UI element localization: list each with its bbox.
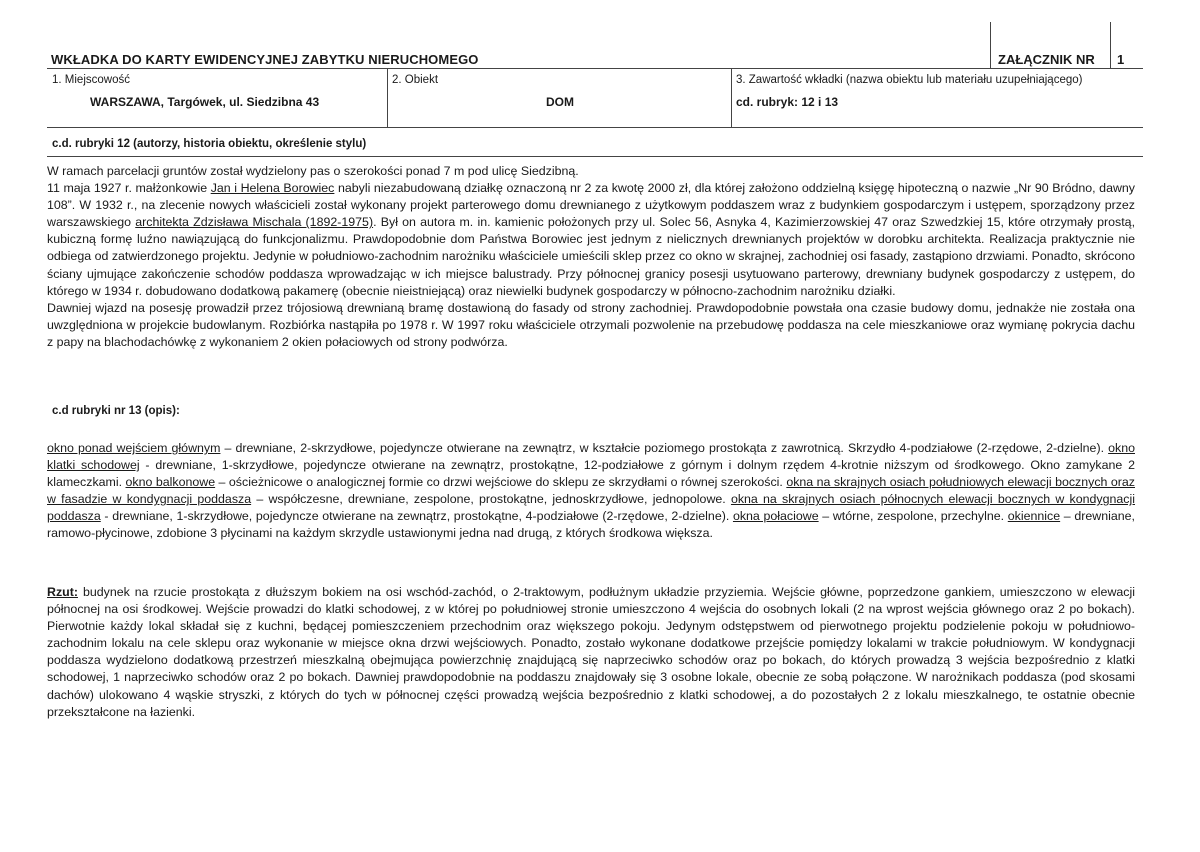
section-rule <box>47 156 1143 157</box>
term-staircase-window: okno klatki schodowej <box>47 441 1135 473</box>
desc-shutters: – drewniane, ramowo-płycinowe, zdobione 3 płycinami na każdym skrzydle ustawionymi jedna nad drugą, z których środkowa większa. <box>47 509 1135 541</box>
desc-staircase-window: - drewniane, 1-skrzydłowe, pojedyncze otwierane na zewnątrz, prostokątne, 12-podziałowe z górnym i dolnym rzędem 4-krotnie niższym od środkowego. Okno zamykane 2 klameczkami. <box>47 458 1135 490</box>
desc-north-attic-windows: - drewniane, 1-skrzydłowe, pojedyncze otwierane na zewnątrz, prostokątne, 4-podziałowe (2-rzędowe, 2-dzielne). <box>100 509 733 524</box>
fields-rule-bottom <box>47 127 1143 128</box>
field-locality-label: 1. Miejscowość <box>52 74 130 86</box>
section12-heading: c.d. rubryki 12 (autorzy, historia obiektu, określenie stylu) <box>52 138 367 150</box>
header-rule-top <box>47 68 1143 69</box>
attachment-number: 1 <box>1117 52 1125 67</box>
term-shutters: okiennice <box>1007 509 1061 524</box>
field-object-label: 2. Obiekt <box>392 74 439 86</box>
field-locality-value: WARSZAWA, Targówek, ul. Siedzibna 43 <box>90 95 320 109</box>
paragraph-plan <box>47 584 1135 721</box>
paragraph-history <box>47 180 1135 300</box>
section13-heading: c.d rubryki nr 13 (opis): <box>52 405 180 417</box>
section12-body <box>47 163 1135 351</box>
field-content-label: 3. Zawartość wkładki (nazwa obiektu lub materiału uzupełniającego) <box>736 74 1083 86</box>
paragraph-windows <box>47 440 1135 543</box>
attachment-label: ZAŁĄCZNIK NR <box>998 52 1095 67</box>
desc-window-above-entrance: – drewniane, 2-skrzydłowe, pojedyncze otwierane na zewnątrz, w kształcie poziomego prostokąta z zawrotnicą. Skrzydło 4-podziałowe (2-rzędowe, 2-dzielne). <box>220 441 1109 455</box>
history-text-b: nabyli niezabudowaną działkę oznaczoną nr 2 za kwotę 2000 zł, dla której założono oddzielną księgę hipoteczną o nazwie „Nr 90 Bródno, dawny 108”. W 1932 r., na zlecenie nowych właścicieli został wykonany projekt parterowego domu drewnianego z użytkowym poddaszem wraz z budynkiem gospodarczym i ustępem, sporządzony przez warszawskiego <box>47 181 1135 230</box>
term-south-attic-windows: okna na skrajnych osiach południowych elewacji bocznych oraz w fasadzie w kondygnacji poddasza <box>47 475 1135 507</box>
desc-balcony-window: – ościeżnicowe o analogicznej formie co drzwi wejściowe do sklepu ze skrzydłami o równej szerokości. <box>215 475 787 490</box>
field-content-value: cd. rubryk: 12 i 13 <box>736 95 839 109</box>
plan-label: Rzut: <box>47 585 78 599</box>
divider-f2-f3 <box>731 68 732 127</box>
section13-plan <box>47 584 1135 721</box>
architect-name: architekta Zdzisława Mischala (1892-1975) <box>135 215 374 230</box>
paragraph-parcel: W ramach parcelacji gruntów został wydzielony pas o szerokości ponad 7 m pod ulicę Siedzibną. <box>47 164 579 178</box>
divider-attachment-left <box>990 22 991 68</box>
desc-south-attic-windows: – współczesne, drewniane, zespolone, prostokątne, jednoskrzydłowe, jednopolowe. <box>251 492 731 507</box>
term-north-attic-windows: okna na skrajnych osiach północnych elewacji bocznych w kondygnacji poddasza <box>47 492 1135 524</box>
paragraph-gate: Dawniej wjazd na posesję prowadził przez trójosiową drewnianą bramę dostawioną do fasady od strony zachodniej. Prawdopodobnie powstała ona czasie budowy domu, jednakże nie została ona uwzględniona w projekcie budowlanym. Rozbiórka nastąpiła po 1978 r. W 1997 roku właściciele otrzymali pozwolenie na przebudowę poddasza na cele mieszkaniowe oraz wymianę pokrycia dachu z papy na blachodachówkę z wykonaniem 2 okien połaciowych od strony podwórza. <box>47 300 1135 349</box>
section13-windows <box>47 440 1135 543</box>
history-text-a: 11 maja 1927 r. małżonkowie <box>47 181 211 196</box>
term-balcony-window: okno balkonowe <box>125 475 216 490</box>
document-title: WKŁADKA DO KARTY EWIDENCYJNEJ ZABYTKU NIERUCHOMEGO <box>51 52 479 67</box>
desc-roof-windows: – wtórne, zespolone, przechylne. <box>818 509 1008 524</box>
field-object-value: DOM <box>546 95 574 109</box>
history-text-c: . Był on autora m. in. kamienic położonych przy ul. Solec 56, Asnyka 4, Kazimierzowskiej 47 oraz Szwedzkiej 15, które otrzymały prostą, kubiczną formę luźno nawiązującą do funkcjonalizmu. Prawdopodobnie dom Państwa Borowiec jest jednym z nielicznych drewnianych projektów w dorobku architekta. Realizacja praktycznie nie odbiega od zatwierdzonego projektu. Jedynie w południowo-zachodnim narożniku właściciele umieścili sklep przez co okno w skrajnej, zachodniej osi fasady, zastąpiono drzwiami. Ponadto, skrócono ściany ujmujące zakończenie schodów poddasza wprowadzając w ich miejsce balustrady. Przy północnej granicy posesji usytuowano parterowy, drewniany budynek gospodarczy z ustępem, do którego w 1934 r. dobudowano dodatkową pakamerę (obecnie nieistniejącą) oraz niewielki budynek gospodarczy w północno-zachodnim narożniku działki. <box>47 215 1136 298</box>
divider-f1-f2 <box>387 68 388 127</box>
term-roof-windows: okna połaciowe <box>732 509 819 524</box>
term-window-above-entrance: okno ponad wejściem głównym <box>47 441 221 455</box>
owners-name: Jan i Helena Borowiec <box>210 181 335 196</box>
plan-text: budynek na rzucie prostokąta z dłuższym bokiem na osi wschód-zachód, o 2-traktowym, podłużnym układzie przyziemia. Wejście główne, poprzedzone gankiem, umieszczono w elewacji północnej na osi środkowej. Wejście prowadzi do klatki schodowej, z w której po południowej stronie umieszczono 4 wejścia do osobnych lokali (2 na wprost wejścia głównego oraz 2 po bokach). Pierwotnie każdy lokal składał się z kuchni, będącej pomieszczeniem przechodnim oraz większego pokoju. Jedynym odstępstwem od pierwotnego projektu podzielenie pokoju w południowo-zachodnim lokalu na cele sklepu oraz wykonanie w miejsce okna drzwi wejściowych. Ponadto, zostało wykonane dodatkowe przejście pomiędzy lokalami w trakcie południowym. W kondygnacji poddasza wydzielono dodatkową przestrzeń mieszkalną obejmująca powierzchnię znajdującą się naprzeciwko schodów oraz po bokach, do których prowadzą 3 wejścia bezpośrednio z klatki schodowej, 1 naprzeciwko schodów oraz 2 po bokach. Dawniej prawdopodobnie na poddaszu znajdowały się 3 osobne lokale, obecnie ze sobą połączone. W narożnikach poddasza (pod skosami dachów) ulokowano 4 wąskie stryszki, z których do tych w północnej części prowadzą wejścia bezpośrednio z klatki schodowej, a do pozostałych 2 z lokalu mieszkalnego, te ostatnie obecnie przekształcone na łazienki. <box>47 585 1135 719</box>
divider-attachment-right <box>1110 22 1111 68</box>
